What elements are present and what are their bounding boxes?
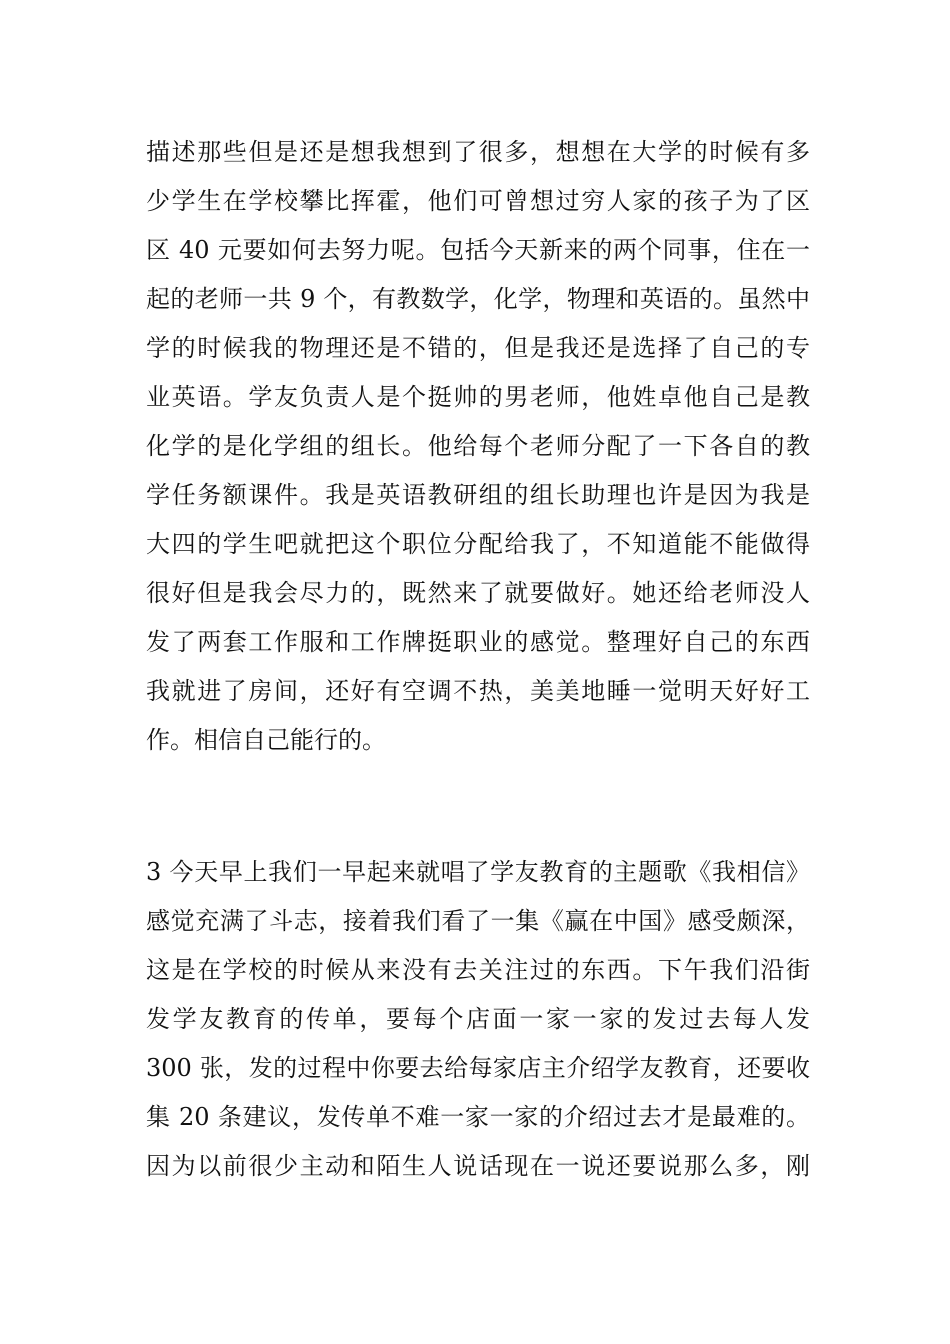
paragraph-2 <box>146 848 810 1191</box>
text-line: 集 20 条建议，发传单不难一家一家的介绍过去才是最难的。 <box>146 1103 810 1131</box>
paragraph-1 <box>146 128 810 765</box>
text-line: 发学友教育的传单，要每个店面一家一家的发过去每人发 <box>146 1005 810 1033</box>
text-line: 学任务额课件。我是英语教研组的组长助理也许是因为我是 <box>146 481 810 509</box>
text-line: 我就进了房间，还好有空调不热，美美地睡一觉明天好好工 <box>146 677 810 705</box>
text-line: 学的时候我的物理还是不错的，但是我还是选择了自己的专 <box>146 334 810 362</box>
text-line: 因为以前很少主动和陌生人说话现在一说还要说那么多，刚 <box>146 1152 810 1180</box>
text-line: 3 今天早上我们一早起来就唱了学友教育的主题歌《我相信》 <box>146 858 810 886</box>
text-line: 300 张，发的过程中你要去给每家店主介绍学友教育，还要收 <box>146 1054 810 1082</box>
text-line: 业英语。学友负责人是个挺帅的男老师，他姓卓他自己是教 <box>146 383 810 411</box>
text-line: 作。相信自己能行的。 <box>146 726 386 754</box>
text-line: 描述那些但是还是想我想到了很多，想想在大学的时候有多 <box>146 138 810 166</box>
text-line: 少学生在学校攀比挥霍，他们可曾想过穷人家的孩子为了区 <box>146 187 810 215</box>
text-line: 化学的是化学组的组长。他给每个老师分配了一下各自的教 <box>146 432 810 460</box>
text-line: 发了两套工作服和工作牌挺职业的感觉。整理好自己的东西 <box>146 628 810 656</box>
text-line: 起的老师一共 9 个，有教数学，化学，物理和英语的。虽然中 <box>146 285 810 313</box>
text-line: 感觉充满了斗志，接着我们看了一集《赢在中国》感受颇深， <box>146 907 810 935</box>
text-line: 很好但是我会尽力的，既然来了就要做好。她还给老师没人 <box>146 579 810 607</box>
text-line: 大四的学生吧就把这个职位分配给我了，不知道能不能做得 <box>146 530 810 558</box>
text-line: 区 40 元要如何去努力呢。包括今天新来的两个同事，住在一 <box>146 236 810 264</box>
text-line: 这是在学校的时候从来没有去关注过的东西。下午我们沿街 <box>146 956 810 984</box>
